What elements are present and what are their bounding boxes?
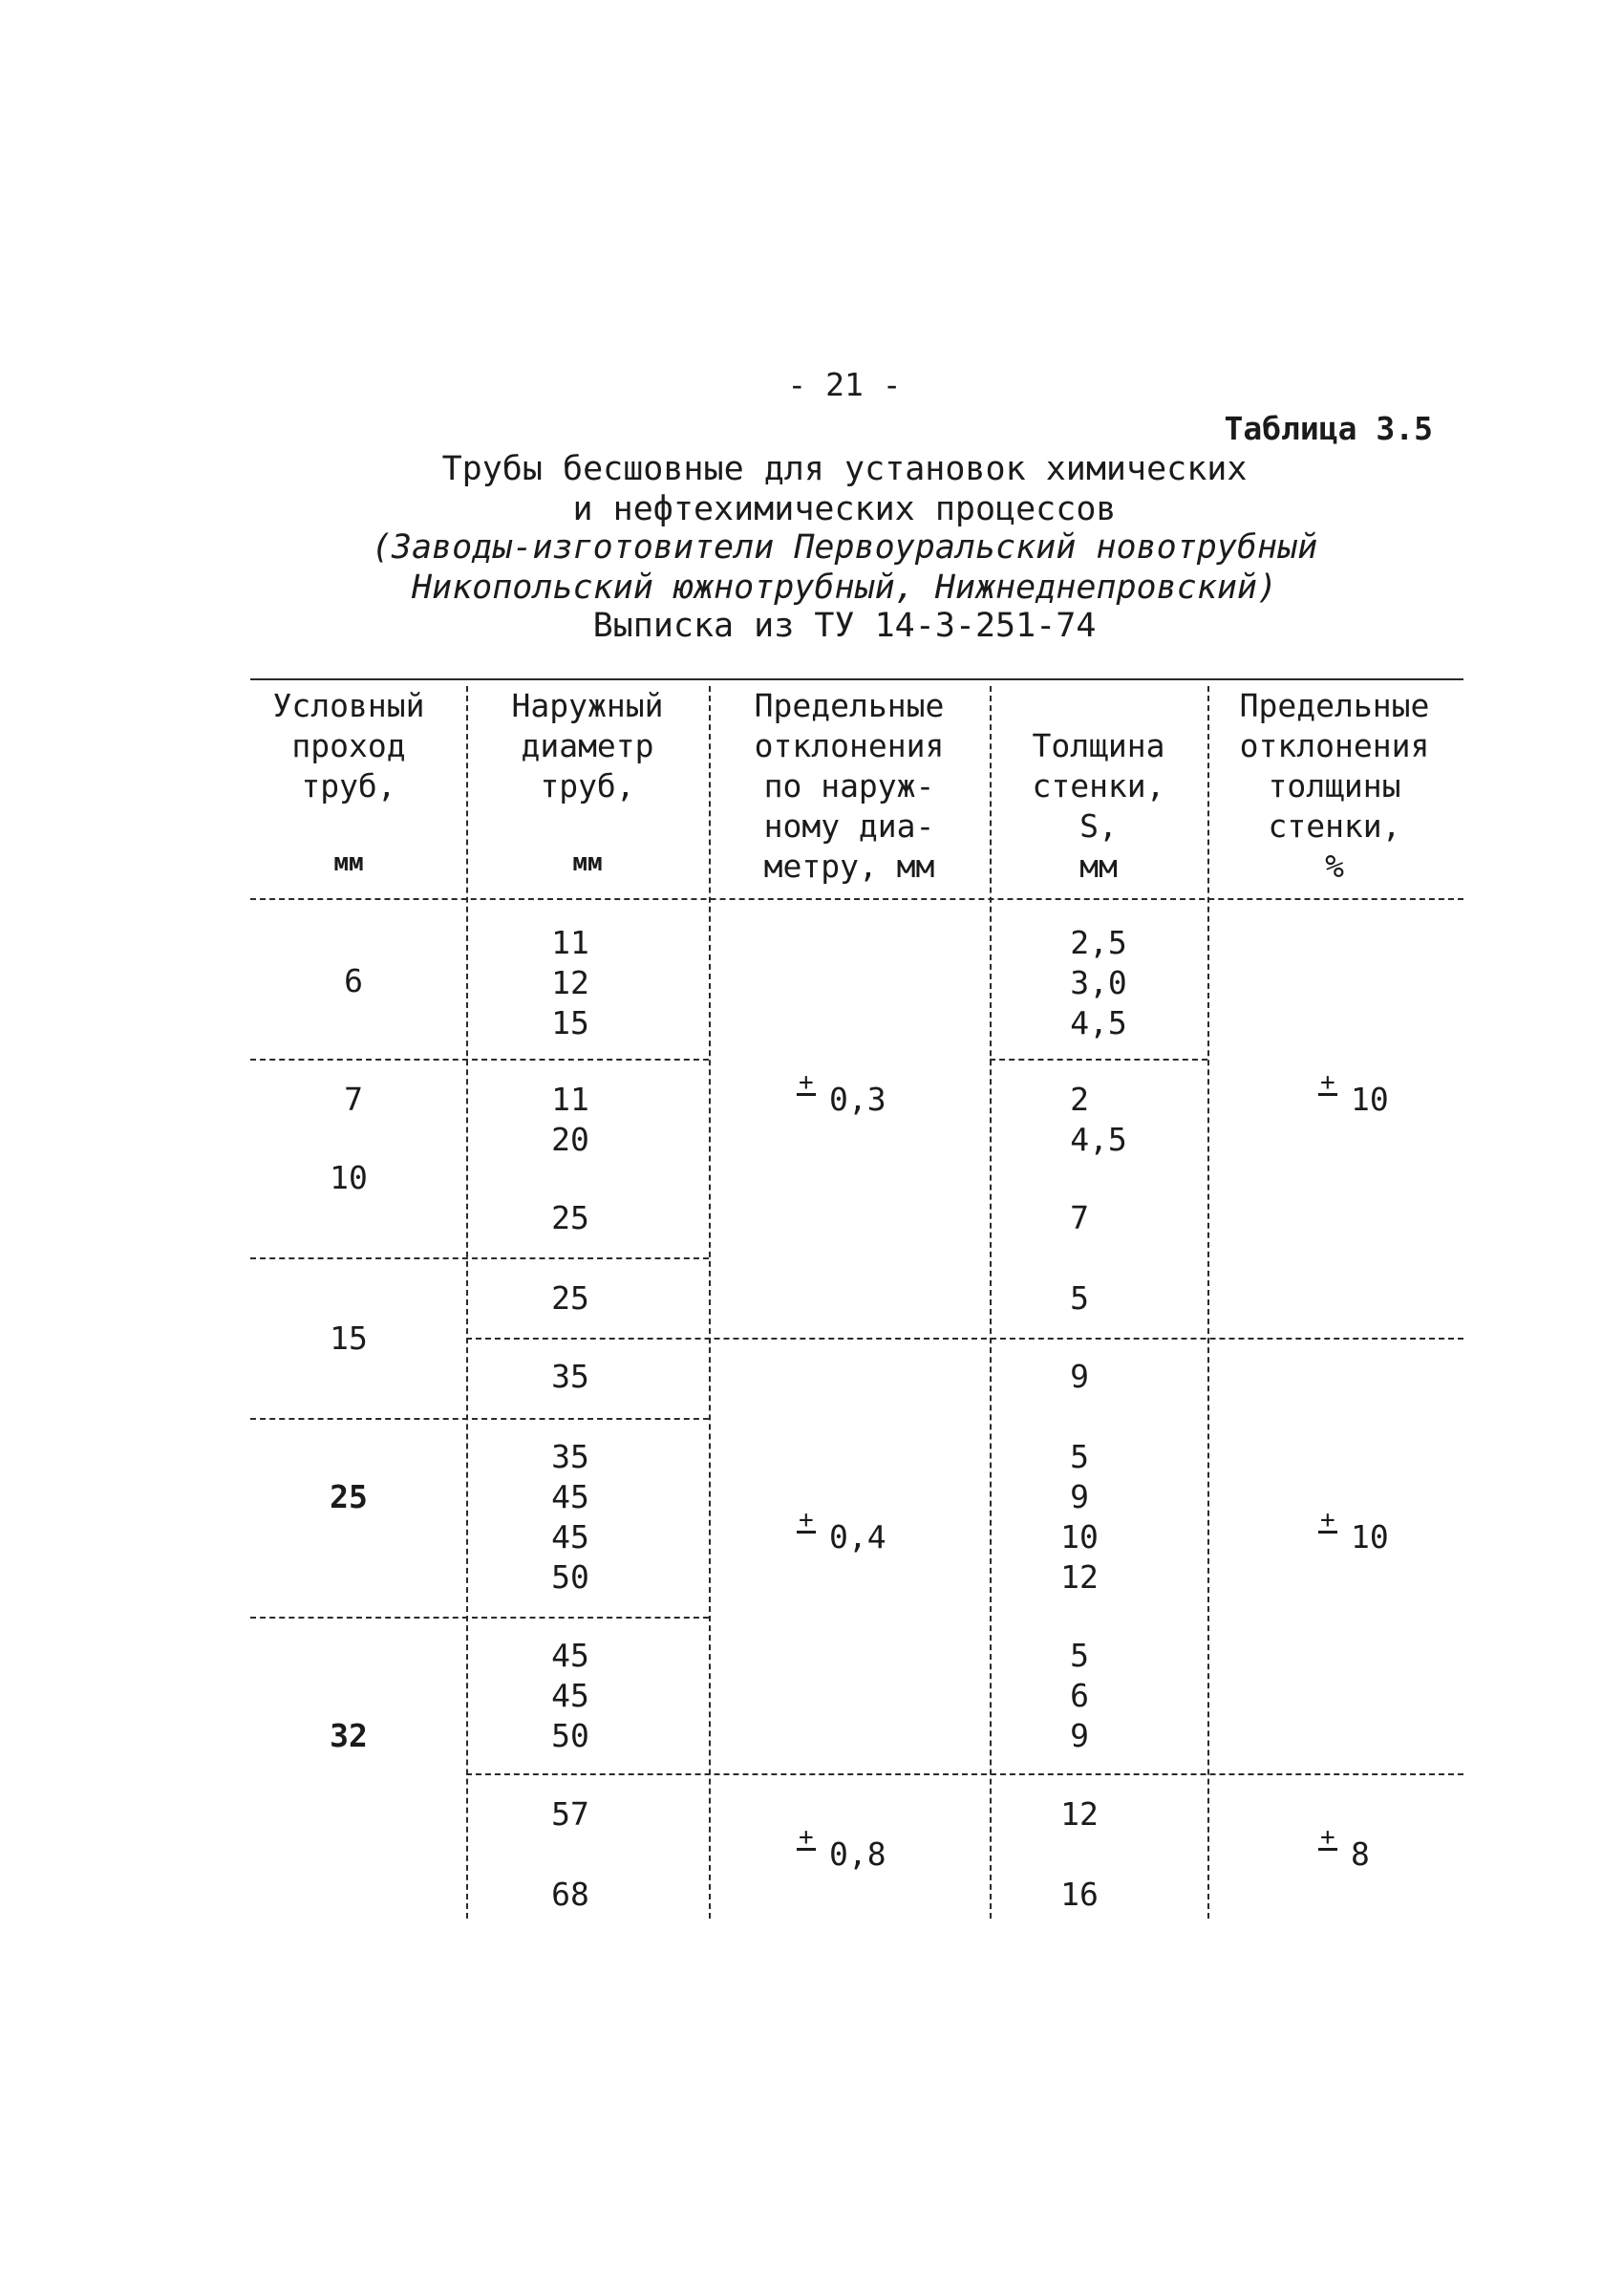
- plus-sign: +: [1320, 1068, 1335, 1097]
- table-label: Таблица 3.5: [1224, 410, 1433, 447]
- group-rule-15-end: [250, 1418, 709, 1420]
- column-separator-4: [1207, 686, 1209, 1919]
- diameter-tolerance-value: 0,4: [829, 1518, 886, 1556]
- wall-tolerance-value: 8: [1351, 1835, 1370, 1873]
- header-col5-unit: %: [1325, 848, 1344, 885]
- group-rule-wall-6: [990, 1059, 1207, 1061]
- outer-diameter-cell: 35: [551, 1358, 589, 1395]
- table-top-rule: [250, 678, 1463, 680]
- header-col3-line-2: отклонения: [754, 727, 945, 764]
- wall-thickness-cell: 5: [1070, 1637, 1089, 1674]
- outer-diameter-cell: 25: [551, 1199, 589, 1236]
- header-col2-unit: мм: [572, 848, 603, 877]
- header-col1-line-2: проход: [291, 727, 406, 764]
- header-col2-line-2: диаметр: [521, 727, 654, 764]
- wall-thickness-cell: 4,5: [1070, 1121, 1127, 1158]
- wall-thickness-cell: 5: [1070, 1279, 1089, 1317]
- wall-thickness-cell: 16: [1060, 1876, 1099, 1913]
- header-col1-line-3: труб,: [301, 767, 396, 805]
- page-number: - 21 -: [787, 366, 902, 403]
- nominal-bore-cell: 7: [344, 1081, 363, 1118]
- outer-diameter-cell: 20: [551, 1121, 589, 1158]
- table-title-line-1: Трубы бесшовные для установок химических: [441, 450, 1248, 488]
- header-col3-line-3: по наруж-: [763, 767, 935, 805]
- outer-diameter-cell: 12: [551, 964, 589, 1001]
- plus-sign: +: [1320, 1506, 1335, 1534]
- nominal-bore-cell: 25: [330, 1478, 368, 1515]
- group-rule-7-10: [250, 1257, 709, 1259]
- outer-diameter-cell: 35: [551, 1438, 589, 1475]
- outer-diameter-cell: 50: [551, 1717, 589, 1754]
- spec-reference: Выписка из ТУ 14-3-251-74: [592, 607, 1097, 645]
- column-separator-1: [466, 686, 468, 1919]
- wall-thickness-cell: 10: [1060, 1518, 1099, 1556]
- outer-diameter-cell: 25: [551, 1279, 589, 1317]
- nominal-bore-cell: 10: [330, 1159, 368, 1196]
- nominal-bore-cell: 15: [330, 1320, 368, 1357]
- wall-thickness-cell: 6: [1070, 1677, 1089, 1714]
- header-col2-line-3: труб,: [540, 767, 635, 805]
- header-col4-line-2: стенки,: [1032, 767, 1165, 805]
- wall-thickness-cell: 12: [1060, 1795, 1099, 1833]
- group-rule-15: [466, 1338, 1463, 1340]
- column-separator-2: [709, 686, 711, 1919]
- header-bottom-rule: [250, 898, 1463, 900]
- header-col5-line-3: толщины: [1268, 767, 1401, 805]
- header-col5-line-2: отклонения: [1239, 727, 1430, 764]
- header-col3-line-5: метру, мм: [763, 848, 935, 885]
- nominal-bore-cell: 6: [344, 962, 363, 999]
- wall-thickness-cell: 2: [1070, 1081, 1089, 1118]
- header-col3-line-4: ному диа-: [763, 807, 935, 845]
- outer-diameter-cell: 45: [551, 1677, 589, 1714]
- minus-sign: [1318, 1531, 1337, 1534]
- table-title-line-2: и нефтехимических процессов: [572, 490, 1117, 528]
- header-col4-line-1: Толщина: [1032, 727, 1165, 764]
- group-rule-32: [466, 1773, 1463, 1775]
- outer-diameter-cell: 45: [551, 1518, 589, 1556]
- wall-thickness-cell: 9: [1070, 1478, 1089, 1515]
- outer-diameter-cell: 11: [551, 924, 589, 961]
- wall-thickness-cell: 5: [1070, 1438, 1089, 1475]
- plus-sign: +: [799, 1823, 814, 1852]
- wall-thickness-cell: 9: [1070, 1358, 1089, 1395]
- nominal-bore-cell: 32: [330, 1717, 368, 1754]
- diameter-tolerance-value: 0,8: [829, 1835, 886, 1873]
- header-col5-line-1: Предельные: [1239, 687, 1430, 724]
- diameter-tolerance-value: 0,3: [829, 1081, 886, 1118]
- wall-thickness-cell: 12: [1060, 1558, 1099, 1596]
- wall-thickness-cell: 7: [1070, 1199, 1089, 1236]
- minus-sign: [797, 1848, 816, 1851]
- plus-sign: +: [799, 1068, 814, 1097]
- header-col5-line-4: стенки,: [1268, 807, 1401, 845]
- wall-thickness-cell: 4,5: [1070, 1004, 1127, 1041]
- wall-thickness-cell: 9: [1070, 1717, 1089, 1754]
- minus-sign: [797, 1531, 816, 1534]
- manufacturers-line-1: (Заводы-изготовители Первоуральский новотрубный: [371, 528, 1318, 567]
- column-separator-3: [990, 686, 992, 1919]
- outer-diameter-cell: 50: [551, 1558, 589, 1596]
- outer-diameter-cell: 68: [551, 1876, 589, 1913]
- manufacturers-line-2: Никопольский южнотрубный, Нижнеднепровский): [411, 569, 1278, 607]
- outer-diameter-cell: 45: [551, 1478, 589, 1515]
- header-col3-line-1: Предельные: [754, 687, 945, 724]
- header-col4-line-3: S,: [1079, 807, 1118, 845]
- wall-tolerance-value: 10: [1351, 1518, 1389, 1556]
- outer-diameter-cell: 15: [551, 1004, 589, 1041]
- wall-thickness-cell: 3,0: [1070, 964, 1127, 1001]
- group-rule-25: [250, 1617, 709, 1619]
- header-col1-unit: мм: [333, 848, 364, 877]
- outer-diameter-cell: 57: [551, 1795, 589, 1833]
- plus-sign: +: [799, 1506, 814, 1534]
- plus-sign: +: [1320, 1823, 1335, 1852]
- wall-thickness-cell: 2,5: [1070, 924, 1127, 961]
- minus-sign: [797, 1093, 816, 1096]
- group-rule-6: [250, 1059, 709, 1061]
- header-col2-line-1: Наружный: [511, 687, 664, 724]
- minus-sign: [1318, 1848, 1337, 1851]
- wall-tolerance-value: 10: [1351, 1081, 1389, 1118]
- outer-diameter-cell: 11: [551, 1081, 589, 1118]
- outer-diameter-cell: 45: [551, 1637, 589, 1674]
- header-col4-unit: мм: [1079, 848, 1118, 885]
- minus-sign: [1318, 1093, 1337, 1096]
- header-col1-line-1: Условный: [272, 687, 425, 724]
